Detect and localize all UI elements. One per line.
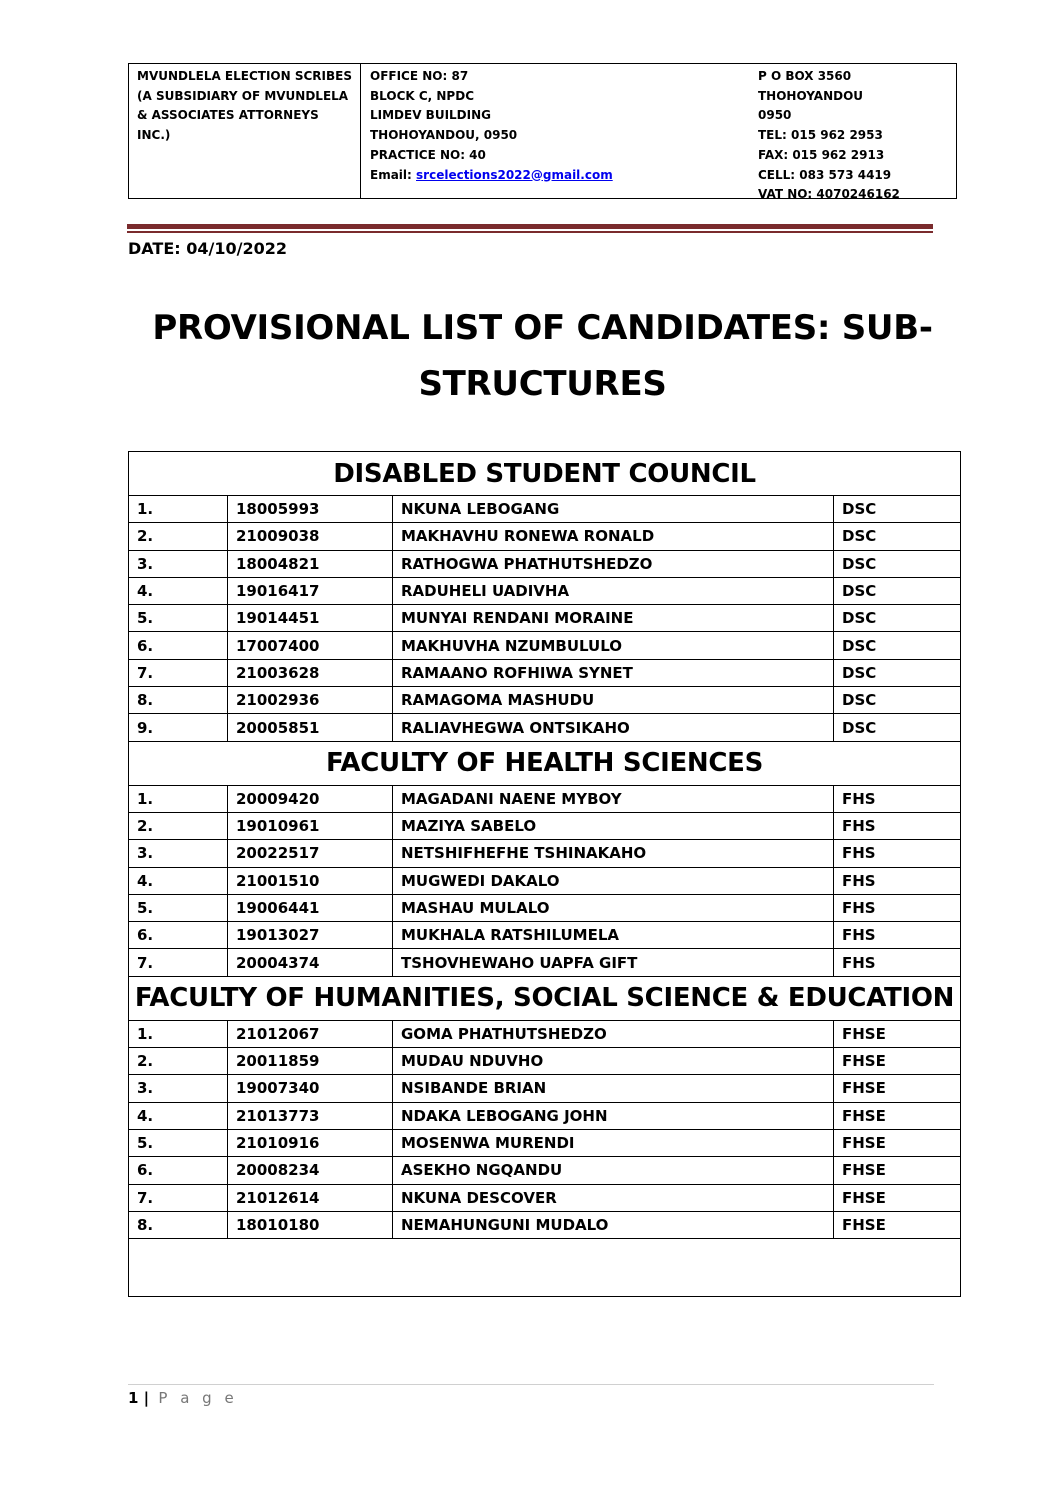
- table-row: [129, 785, 961, 812]
- candidate-name: MUGWEDI DAKALO: [393, 867, 834, 894]
- footer-divider: [128, 1384, 934, 1385]
- row-number: 4.: [129, 1102, 228, 1129]
- table-row: [129, 867, 961, 894]
- row-number: 8.: [129, 1211, 228, 1238]
- structure-code: FHS: [834, 894, 961, 921]
- structure-code: FHS: [834, 840, 961, 867]
- table-row: [129, 1048, 961, 1075]
- empty-cell: [129, 1239, 961, 1297]
- student-number: 21012614: [228, 1184, 393, 1211]
- student-number: 21003628: [228, 659, 393, 686]
- table-row: [129, 949, 961, 976]
- candidate-name: TSHOVHEWAHO UAPFA GIFT: [393, 949, 834, 976]
- student-number: 21010916: [228, 1129, 393, 1156]
- letterhead: [128, 63, 957, 202]
- email-label: Email:: [370, 167, 412, 182]
- student-number: 19006441: [228, 894, 393, 921]
- structure-code: FHSE: [834, 1129, 961, 1156]
- structure-code: FHSE: [834, 1102, 961, 1129]
- header-divider-thin: [127, 231, 933, 233]
- table-row: [129, 687, 961, 714]
- empty-row: [129, 1239, 961, 1297]
- candidate-name: NETSHIFHEFHE TSHINAKAHO: [393, 840, 834, 867]
- candidate-name: MUDAU NDUVHO: [393, 1048, 834, 1075]
- page-number: 1: [128, 1389, 139, 1407]
- table-row: [129, 922, 961, 949]
- structure-code: FHSE: [834, 1048, 961, 1075]
- section-header-row: [129, 741, 961, 785]
- row-number: 9.: [129, 714, 228, 741]
- row-number: 5.: [129, 605, 228, 632]
- candidate-name: MUNYAI RENDANI MORAINE: [393, 605, 834, 632]
- candidate-name: MAGADANI NAENE MYBOY: [393, 785, 834, 812]
- table-row: [129, 1184, 961, 1211]
- structure-code: FHSE: [834, 1020, 961, 1047]
- table-row: [129, 496, 961, 523]
- student-number: 19007340: [228, 1075, 393, 1102]
- letterhead-line: (A SUBSIDIARY OF MVUNDLELA: [137, 88, 349, 103]
- student-number: 20022517: [228, 840, 393, 867]
- row-number: 6.: [129, 922, 228, 949]
- section-header-row: [129, 976, 961, 1020]
- structure-code: DSC: [834, 523, 961, 550]
- student-number: 21013773: [228, 1102, 393, 1129]
- letterhead-line: TEL: 015 962 2953: [758, 128, 883, 143]
- letterhead-company: [129, 64, 361, 198]
- title-line-1: PROVISIONAL LIST OF CANDIDATES: SUB-: [152, 308, 933, 348]
- header-divider: [127, 224, 933, 229]
- document-date: DATE: 04/10/2022: [128, 239, 287, 258]
- section-heading: DISABLED STUDENT COUNCIL: [129, 452, 961, 496]
- structure-code: FHSE: [834, 1184, 961, 1211]
- letterhead-line: OFFICE NO: 87: [370, 69, 469, 83]
- table-row: [129, 812, 961, 839]
- letterhead-office: [361, 64, 749, 198]
- row-number: 5.: [129, 894, 228, 921]
- table-row: [129, 1211, 961, 1238]
- structure-code: DSC: [834, 605, 961, 632]
- section-heading: FACULTY OF HUMANITIES, SOCIAL SCIENCE & EDUCATION: [129, 976, 961, 1020]
- row-number: 3.: [129, 1075, 228, 1102]
- structure-code: DSC: [834, 659, 961, 686]
- table-row: [129, 894, 961, 921]
- letterhead-contact: [749, 64, 956, 202]
- letterhead-line: & ASSOCIATES ATTORNEYS: [137, 108, 319, 123]
- student-number: 19014451: [228, 605, 393, 632]
- candidate-name: NKUNA LEBOGANG: [393, 496, 834, 523]
- table-row: [129, 840, 961, 867]
- letterhead-line: MVUNDLELA ELECTION SCRIBES: [137, 69, 352, 83]
- candidate-name: RALIAVHEGWA ONTSIKAHO: [393, 714, 834, 741]
- student-number: 20004374: [228, 949, 393, 976]
- letterhead-line: CELL: 083 573 4419: [758, 167, 892, 182]
- structure-code: FHS: [834, 922, 961, 949]
- structure-code: FHS: [834, 949, 961, 976]
- student-number: 20009420: [228, 785, 393, 812]
- student-number: 19010961: [228, 812, 393, 839]
- structure-code: FHSE: [834, 1211, 961, 1238]
- letterhead-line: THOHOYANDOU: [758, 88, 864, 103]
- student-number: 20008234: [228, 1157, 393, 1184]
- student-number: 18004821: [228, 550, 393, 577]
- structure-code: FHS: [834, 785, 961, 812]
- page-footer: [128, 1389, 238, 1407]
- row-number: 2.: [129, 812, 228, 839]
- student-number: 17007400: [228, 632, 393, 659]
- candidate-name: RAMAANO ROFHIWA SYNET: [393, 659, 834, 686]
- candidate-name: MASHAU MULALO: [393, 894, 834, 921]
- candidate-name: MUKHALA RATSHILUMELA: [393, 922, 834, 949]
- structure-code: DSC: [834, 577, 961, 604]
- student-number: 21012067: [228, 1020, 393, 1047]
- letterhead-line: BLOCK C, NPDC: [370, 88, 474, 103]
- candidate-name: RAMAGOMA MASHUDU: [393, 687, 834, 714]
- student-number: 20005851: [228, 714, 393, 741]
- student-number: 21009038: [228, 523, 393, 550]
- structure-code: FHS: [834, 812, 961, 839]
- structure-code: DSC: [834, 687, 961, 714]
- structure-code: DSC: [834, 550, 961, 577]
- row-number: 1.: [129, 496, 228, 523]
- candidate-name: MAZIYA SABELO: [393, 812, 834, 839]
- row-number: 1.: [129, 785, 228, 812]
- row-number: 4.: [129, 867, 228, 894]
- row-number: 8.: [129, 687, 228, 714]
- candidate-name: GOMA PHATHUTSHEDZO: [393, 1020, 834, 1047]
- candidates-table: [128, 451, 961, 1297]
- letterhead-line: LIMDEV BUILDING: [370, 108, 491, 123]
- student-number: 18005993: [228, 496, 393, 523]
- table-row: [129, 659, 961, 686]
- row-number: 6.: [129, 632, 228, 659]
- table-row: [129, 1102, 961, 1129]
- student-number: 19013027: [228, 922, 393, 949]
- table-row: [129, 714, 961, 741]
- structure-code: DSC: [834, 714, 961, 741]
- letterhead-email-line: [370, 166, 749, 186]
- row-number: 3.: [129, 840, 228, 867]
- page-label: P a g e: [158, 1389, 238, 1407]
- structure-code: FHSE: [834, 1075, 961, 1102]
- student-number: 21002936: [228, 687, 393, 714]
- student-number: 19016417: [228, 577, 393, 604]
- structure-code: FHS: [834, 867, 961, 894]
- table-row: [129, 605, 961, 632]
- row-number: 7.: [129, 1184, 228, 1211]
- student-number: 20011859: [228, 1048, 393, 1075]
- candidate-name: NKUNA DESCOVER: [393, 1184, 834, 1211]
- row-number: 7.: [129, 659, 228, 686]
- structure-code: DSC: [834, 496, 961, 523]
- row-number: 6.: [129, 1157, 228, 1184]
- table-row: [129, 1129, 961, 1156]
- candidate-name: ASEKHO NGQANDU: [393, 1157, 834, 1184]
- row-number: 3.: [129, 550, 228, 577]
- section-header-row: [129, 452, 961, 496]
- row-number: 2.: [129, 1048, 228, 1075]
- letterhead-line: THOHOYANDOU, 0950: [370, 128, 518, 143]
- candidate-name: NEMAHUNGUNI MUDALO: [393, 1211, 834, 1238]
- table-row: [129, 523, 961, 550]
- row-number: 5.: [129, 1129, 228, 1156]
- letterhead-line: PRACTICE NO: 40: [370, 147, 486, 162]
- title-line-2: STRUCTURES: [418, 364, 667, 404]
- candidate-name: MAKHAVHU RONEWA RONALD: [393, 523, 834, 550]
- row-number: 7.: [129, 949, 228, 976]
- candidate-name: MAKHUVHA NZUMBULULO: [393, 632, 834, 659]
- candidate-name: NDAKA LEBOGANG JOHN: [393, 1102, 834, 1129]
- student-number: 21001510: [228, 867, 393, 894]
- student-number: 18010180: [228, 1211, 393, 1238]
- letterhead-line: INC.): [137, 128, 171, 143]
- letterhead-line: 0950: [758, 108, 792, 123]
- table-row: [129, 1020, 961, 1047]
- letterhead-line: FAX: 015 962 2913: [758, 147, 885, 162]
- candidate-name: RADUHELI UADIVHA: [393, 577, 834, 604]
- table-row: [129, 1075, 961, 1102]
- letterhead-line: P O BOX 3560: [758, 69, 852, 83]
- letterhead-line: VAT NO: 4070246162: [758, 187, 900, 202]
- structure-code: DSC: [834, 632, 961, 659]
- row-number: 2.: [129, 523, 228, 550]
- section-heading: FACULTY OF HEALTH SCIENCES: [129, 741, 961, 785]
- candidate-name: MOSENWA MURENDI: [393, 1129, 834, 1156]
- candidate-name: NSIBANDE BRIAN: [393, 1075, 834, 1102]
- table-row: [129, 1157, 961, 1184]
- row-number: 1.: [129, 1020, 228, 1047]
- candidates-table-body: [129, 452, 961, 1297]
- table-row: [129, 632, 961, 659]
- structure-code: FHSE: [834, 1157, 961, 1184]
- table-row: [129, 577, 961, 604]
- email-link[interactable]: srcelections2022@gmail.com: [416, 167, 613, 182]
- page-separator: |: [143, 1389, 150, 1407]
- row-number: 4.: [129, 577, 228, 604]
- document-title: [128, 300, 957, 412]
- table-row: [129, 550, 961, 577]
- candidate-name: RATHOGWA PHATHUTSHEDZO: [393, 550, 834, 577]
